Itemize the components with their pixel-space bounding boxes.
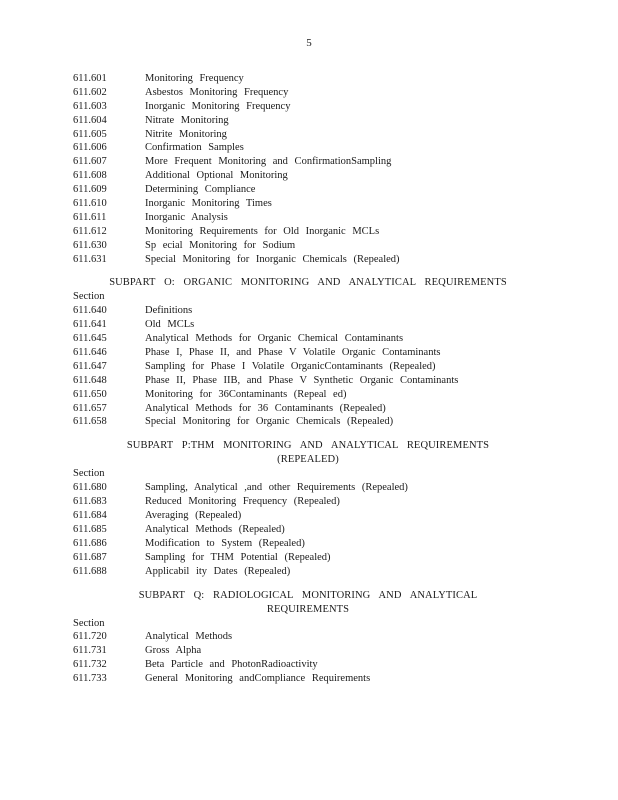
section-title: Modification to System (Repealed) (145, 537, 305, 549)
toc-entry (73, 495, 543, 509)
toc-entry (73, 415, 543, 429)
toc-entry (73, 100, 543, 114)
toc-entry (73, 197, 543, 211)
section-title: Phase I, Phase II, and Phase V Volatile Organic Contaminants (145, 347, 441, 359)
section-number: 611.611 (73, 211, 107, 223)
page-number: 5 (306, 37, 312, 49)
section-number: 611.604 (73, 114, 107, 126)
toc-entry (73, 253, 543, 267)
section-number: 611.658 (73, 416, 107, 428)
subpart-heading-line: REQUIREMENTS (266, 603, 350, 615)
subpart-heading (73, 439, 543, 467)
section-number: 611.680 (73, 482, 107, 494)
section-number: 611.612 (73, 225, 107, 237)
section-title: Gross Alpha (145, 645, 202, 657)
section-label: Section (73, 468, 105, 480)
toc-group-subpart-q (73, 589, 543, 686)
subpart-heading-line: SUBPART P:THM MONITORING AND ANALYTICAL REQUIREMENTS (126, 440, 490, 452)
section-title: Monitoring Frequency (145, 73, 244, 84)
section-number: 611.685 (73, 523, 107, 535)
section-label: Section (73, 291, 105, 303)
section-number: 611.601 (73, 73, 107, 84)
section-number: 611.648 (73, 374, 107, 386)
section-label: Section (73, 617, 105, 629)
toc-entry (73, 537, 543, 551)
toc-entry (73, 72, 543, 86)
toc-entry (73, 523, 543, 537)
toc-group-subpart-o (73, 276, 543, 429)
section-number: 611.683 (73, 496, 107, 508)
subpart-heading (73, 589, 543, 617)
section-number: 611.645 (73, 333, 107, 345)
section-title: Analytical Methods (Repealed) (145, 523, 285, 535)
section-title: Definitions (145, 305, 193, 317)
toc-entry (73, 155, 543, 169)
section-title: Sp ecial Monitoring for Sodium (145, 239, 296, 251)
section-title: Asbestos Monitoring Frequency (145, 86, 289, 98)
toc-entry (73, 672, 543, 686)
section-title: Averaging (Repealed) (145, 510, 242, 522)
section-number: 611.650 (73, 388, 107, 400)
section-number: 611.606 (73, 142, 107, 154)
section-title: General Monitoring andCompliance Requirements (145, 673, 371, 685)
section-number: 611.610 (73, 198, 107, 210)
section-number: 611.603 (73, 100, 107, 112)
toc-entry (73, 169, 543, 183)
subpart-heading (73, 276, 543, 290)
toc-entry (73, 481, 543, 495)
toc-entry (73, 183, 543, 197)
section-number: 611.608 (73, 170, 107, 182)
section-title: Nitrite Monitoring (145, 128, 227, 140)
section-title: Monitoring Requirements for Old Inorganic MCLs (145, 225, 380, 237)
toc-entry (73, 239, 543, 253)
section-title: Additional Optional Monitoring (145, 170, 288, 182)
section-title: Analytical Methods (145, 631, 233, 643)
section-title: Applicabil ity Dates (Repealed) (145, 565, 291, 577)
section-title: Sampling for THM Potential (Repealed) (145, 551, 331, 563)
section-title: Inorganic Monitoring Times (145, 198, 272, 210)
toc-entry (73, 211, 543, 225)
section-number: 611.688 (73, 565, 107, 577)
section-number: 611.646 (73, 347, 107, 359)
section-number: 611.641 (73, 319, 107, 331)
section-number: 611.602 (73, 86, 107, 98)
section-number: 611.732 (73, 659, 107, 671)
section-number: 611.605 (73, 128, 107, 140)
section-title: Inorganic Analysis (145, 211, 228, 223)
section-number: 611.607 (73, 156, 107, 168)
toc-entry (73, 332, 543, 346)
toc-entry (73, 304, 543, 318)
toc-entry (73, 318, 543, 332)
section-title: Phase II, Phase IIB, and Phase V Synthetic Organic Contaminants (145, 374, 459, 386)
toc-group-subpart-p (73, 439, 543, 578)
subpart-heading-line: (REPEALED) (277, 454, 339, 466)
toc-entry (73, 644, 543, 658)
section-title: Sampling for Phase I Volatile OrganicContaminants (Repealed) (145, 360, 436, 372)
section-title: Old MCLs (145, 319, 195, 331)
toc-entry (73, 551, 543, 565)
section-title: Determining Compliance (145, 184, 256, 196)
section-title: Confirmation Samples (145, 142, 244, 154)
section-number: 611.684 (73, 510, 107, 522)
toc-group-inorganic (73, 72, 543, 266)
section-number: 611.609 (73, 184, 107, 196)
toc-entry (73, 346, 543, 360)
toc-entry (73, 86, 543, 100)
toc-entry (73, 509, 543, 523)
subpart-heading-line: SUBPART Q: RADIOLOGICAL MONITORING AND ANALYTICAL (138, 589, 478, 601)
section-title: More Frequent Monitoring and ConfirmationSampling (145, 156, 392, 168)
toc-entry (73, 360, 543, 374)
section-number: 611.657 (73, 402, 107, 414)
section-title: Beta Particle and PhotonRadioactivity (145, 659, 318, 671)
section-title: Nitrate Monitoring (145, 114, 229, 126)
section-number: 611.630 (73, 239, 107, 251)
section-title: Analytical Methods for 36 Contaminants (Repealed) (145, 402, 386, 414)
section-number: 611.733 (73, 673, 107, 685)
toc-entry (73, 388, 543, 402)
section-title: Analytical Methods for Organic Chemical Contaminants (145, 333, 404, 345)
section-number: 611.686 (73, 537, 107, 549)
toc-entry (73, 402, 543, 416)
section-title: Special Monitoring for Organic Chemicals (Repealed) (145, 416, 394, 428)
section-title: Monitoring for 36Contaminants (Repeal ed) (145, 388, 347, 400)
toc-entry (73, 141, 543, 155)
section-number: 611.640 (73, 305, 107, 317)
toc-entry (73, 374, 543, 388)
section-number: 611.647 (73, 360, 107, 372)
section-title: Special Monitoring for Inorganic Chemicals (Repealed) (145, 253, 400, 265)
toc-entry (73, 630, 543, 644)
table-of-contents (73, 72, 543, 686)
section-number: 611.731 (73, 645, 107, 657)
section-number: 611.687 (73, 551, 107, 563)
section-title: Reduced Monitoring Frequency (Repealed) (145, 496, 340, 508)
subpart-heading-line: SUBPART O: ORGANIC MONITORING AND ANALYTICAL REQUIREMENTS (109, 277, 507, 289)
section-title: Inorganic Monitoring Frequency (145, 100, 291, 112)
toc-entry (73, 658, 543, 672)
section-number: 611.631 (73, 253, 107, 265)
toc-entry (73, 565, 543, 579)
toc-entry (73, 225, 543, 239)
toc-entry (73, 128, 543, 142)
section-number: 611.720 (73, 631, 107, 643)
toc-entry (73, 114, 543, 128)
section-title: Sampling, Analytical ,and other Requirements (Repealed) (145, 482, 408, 494)
